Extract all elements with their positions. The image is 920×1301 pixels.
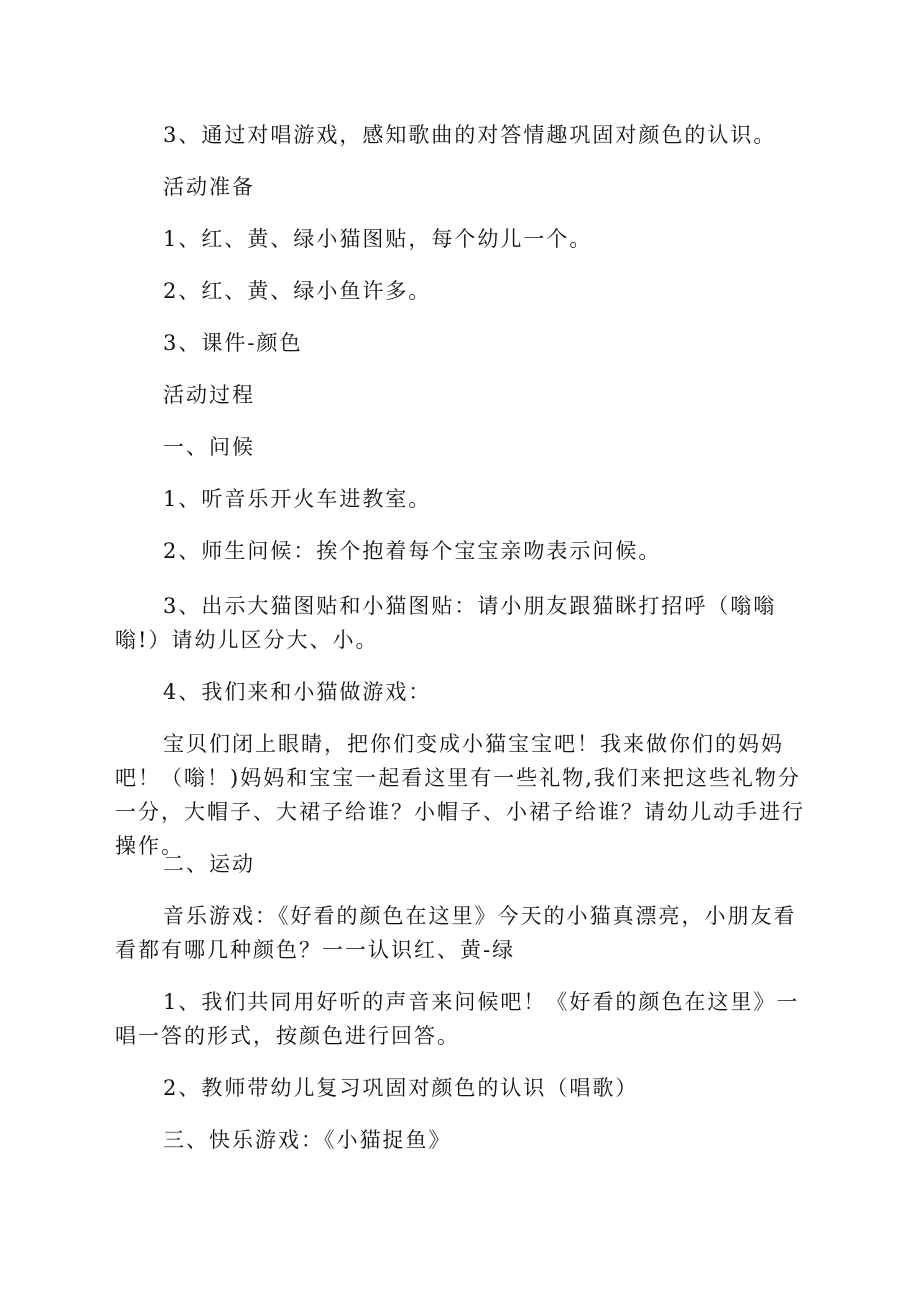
paragraph-goal-3: 3、通过对唱游戏，感知歌曲的对答情趣巩固对颜色的认识。 bbox=[163, 123, 777, 147]
paragraph-greeting-4: 4、我们来和小猫做游戏： bbox=[163, 680, 432, 704]
paragraph-exercise-2: 2、教师带幼儿复习巩固对颜色的认识（唱歌） bbox=[163, 1076, 639, 1100]
paragraph-music-game: 音乐游戏：《好看的颜色在这里》今天的小猫真漂亮，小朋友看看都有哪几种颜色？一一认识红、黄-绿 bbox=[115, 904, 797, 962]
paragraph-prep-2: 2、红、黄、绿小鱼许多。 bbox=[163, 279, 432, 303]
paragraph-greeting-1: 1、听音乐开火车进教室。 bbox=[163, 487, 432, 511]
heading-activity-preparation: 活动准备 bbox=[163, 175, 255, 199]
paragraph-prep-1: 1、红、黄、绿小猫图贴，每个幼儿一个。 bbox=[163, 227, 593, 251]
heading-happy-game: 三、快乐游戏：《小猫捉鱼》 bbox=[163, 1128, 452, 1152]
heading-exercise: 二、运动 bbox=[163, 852, 255, 876]
paragraph-greeting-3: 3、出示大猫图贴和小猫图贴：请小朋友跟猫眯打招呼（嗡嗡嗡!）请幼儿区分大、小。 bbox=[115, 594, 777, 652]
paragraph-greeting-2: 2、师生问候：挨个抱着每个宝宝亲吻表示问候。 bbox=[163, 539, 662, 563]
paragraph-prep-3: 3、课件-颜色 bbox=[163, 331, 303, 355]
heading-greeting: 一、问候 bbox=[163, 435, 255, 459]
heading-activity-process: 活动过程 bbox=[163, 383, 255, 407]
paragraph-kitten-game: 宝贝们闭上眼睛，把你们变成小猫宝宝吧！我来做你们的妈妈吧！（嗡！)妈妈和宝宝一起看这里有一些礼物,我们来把这些礼物分一分，大帽子、大裙子给谁？小帽子、小裙子给谁？请幼儿动手进行操作。 bbox=[115, 732, 805, 858]
paragraph-exercise-1: 1、我们共同用好听的声音来问候吧！《好看的颜色在这里》一唱一答的形式，按颜色进行回答。 bbox=[115, 990, 800, 1048]
